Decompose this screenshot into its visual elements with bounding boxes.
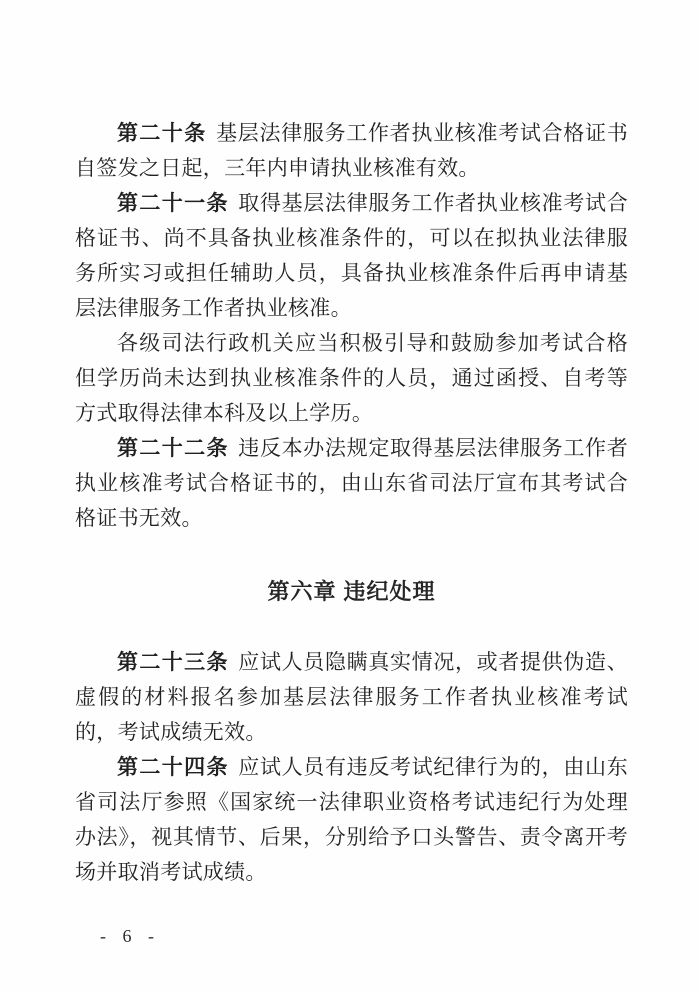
article-text: 应试人员有违反考试纪律行为的，由山东省司法厅参照《国家统一法律职业资格考试违纪行为处理办法》，视其情节、后果，分别给予口头警告、责令离开考场并取消考试成绩。 [75, 755, 628, 884]
article-text: 违反本办法规定取得基层法律服务工作者执业核准考试合格证书的，由山东省司法厅宣布其考试合格证书无效。 [75, 436, 628, 530]
article-paragraph-20 [75, 116, 628, 186]
article-paragraph-22 [75, 431, 628, 536]
article-text: 应试人员隐瞒真实情况，或者提供伪造、虚假的材料报名参加基层法律服务工作者执业核准考试的，考试成绩无效。 [75, 650, 628, 744]
article-number-label: 第二十二条 [117, 437, 229, 460]
article-paragraph-23 [75, 645, 628, 750]
article-text: 取得基层法律服务工作者执业核准考试合格证书、尚不具备执业核准条件的，可以在拟执业法律服务所实习或担任辅助人员，具备执业核准条件后再申请基层法律服务工作者执业核准。 [75, 191, 628, 320]
article-number-label: 第二十条 [117, 122, 207, 145]
article-text: 各级司法行政机关应当积极引导和鼓励参加考试合格但学历尚未达到执业核准条件的人员，通过函授、自考等方式取得法律本科及以上学历。 [75, 331, 628, 425]
document-body [75, 116, 628, 890]
article-number-label: 第二十一条 [117, 192, 229, 215]
article-text: 基层法律服务工作者执业核准考试合格证书自签发之日起，三年内申请执业核准有效。 [75, 121, 629, 180]
article-number-label: 第二十四条 [117, 756, 229, 779]
page-number: - 6 - [100, 926, 160, 946]
article-number-label: 第二十三条 [117, 651, 229, 674]
chapter-heading: 第六章 违纪处理 [267, 579, 436, 604]
article-paragraph-21-continued [75, 326, 628, 431]
article-paragraph-24 [75, 750, 628, 890]
article-paragraph-21 [75, 186, 628, 326]
